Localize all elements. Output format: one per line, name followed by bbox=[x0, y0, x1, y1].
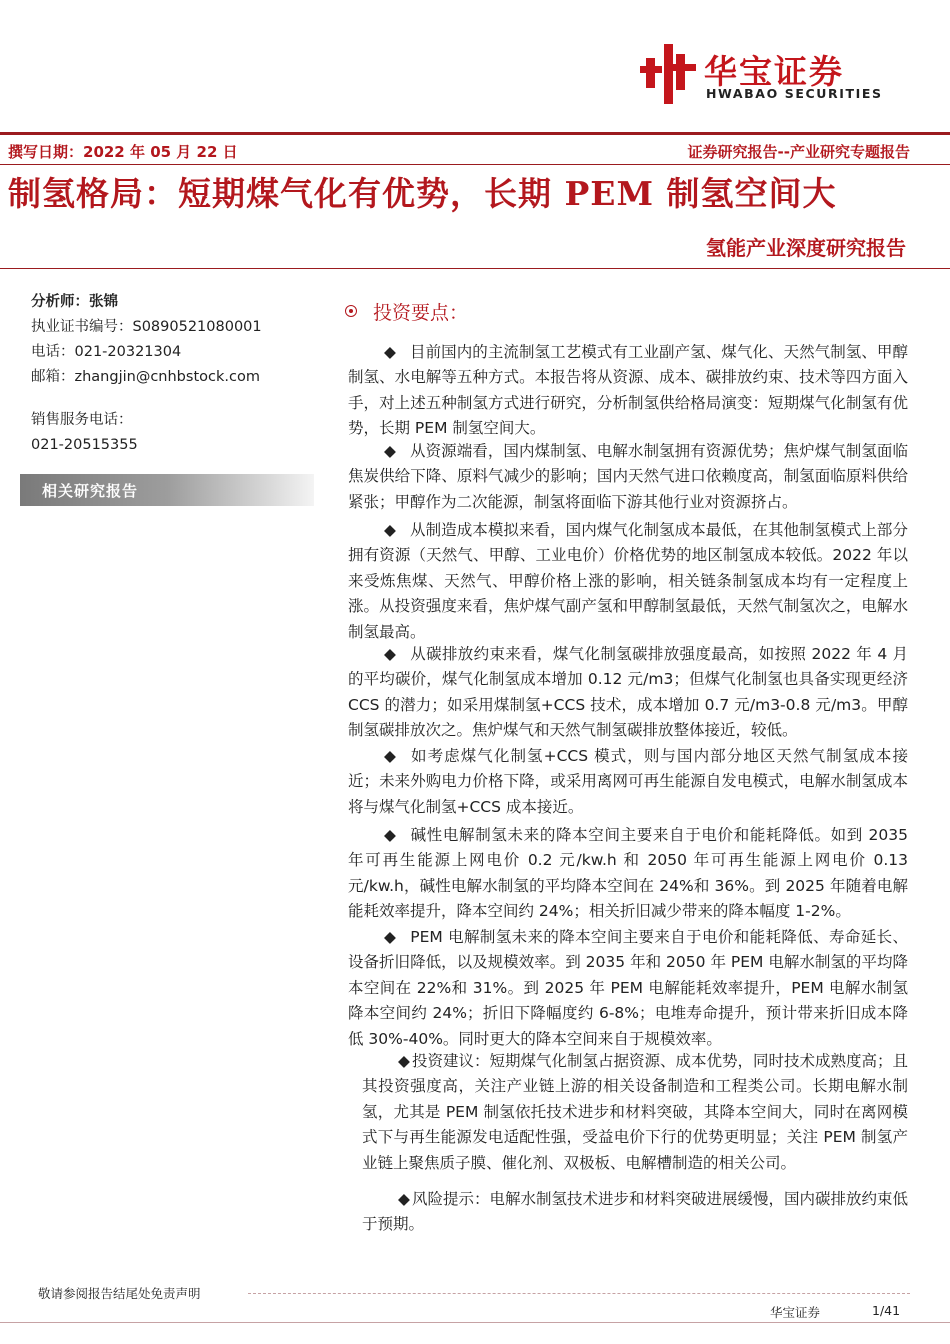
diamond-bullet-icon: ◆ bbox=[384, 928, 397, 946]
highlight-text: 从资源端看，国内煤制氢、电解水制氢拥有资源优势；焦炉煤气制氢面临焦炭供给下降、原料气减少的影响；国内天然气进口依赖度高，制氢面临原料供给紧张；甲醇作为二次能源，制氢将面临下游其他行业对资源挤占。 bbox=[348, 442, 909, 511]
report-title: 制氢格局：短期煤气化有优势，长期 PEM 制氢空间大 bbox=[8, 174, 837, 213]
analyst-name: 分析师：张锦 bbox=[31, 294, 118, 310]
risk-warning bbox=[362, 1187, 908, 1238]
diamond-bullet-icon: ◆ bbox=[384, 521, 396, 539]
report-type: 证券研究报告--产业研究专题报告 bbox=[687, 143, 910, 161]
highlight-paragraph bbox=[348, 340, 908, 442]
title-rule bbox=[0, 268, 950, 269]
investment-highlights-title: 投资要点： bbox=[373, 302, 469, 324]
diamond-bullet-icon: ◆ bbox=[384, 442, 396, 460]
related-reports-bar bbox=[20, 474, 314, 506]
analyst-phone: 电话：021-20321304 bbox=[31, 344, 182, 360]
highlight-paragraph bbox=[348, 439, 908, 515]
analyst-info bbox=[31, 290, 321, 458]
highlight-text: 目前国内的主流制氢工艺模式有工业副产氢、煤气化、天然气制氢、甲醇制氢、水电解等五种方式。本报告将从资源、成本、碳排放约束、技术等四方面入手，对上述五种制氢方式进行研究，分析制氢供给格局演变：短期煤气化制氢有优势，长期 PEM 制氢空间大。 bbox=[348, 343, 909, 438]
header-rule-top bbox=[0, 132, 950, 135]
logo-english-name: HWABAO SECURITIES bbox=[706, 86, 883, 101]
hwabao-logo-icon bbox=[640, 44, 696, 104]
highlight-text: 从制造成本模拟来看，国内煤气化制氢成本最低，在其他制氢模式上部分拥有资源（天然气、甲醇、工业电价）价格优势的地区制氢成本较低。2022 年以来受炼焦煤、天然气、甲醇价格上涨的影响，相关链条制氢成本均有一定程度上涨。从投资强度来看，焦炉煤气副产氢和甲醇制氢最低，天然气制氢次之，电解水制氢最高。 bbox=[348, 521, 909, 641]
analyst-cert: 执业证书编号：S0890521080001 bbox=[31, 319, 262, 335]
highlight-text: PEM 电解制氢未来的降本空间主要来自于电价和能耗降低、寿命延长、设备折旧降低，以及规模效率。到 2035 年和 2050 年 PEM 电解水制氢的平均降本空间在 22%和 31%。到 2025 年 PEM 电解能耗效率提升，PEM 电解水制氢降本空间约 24%；折旧下降幅度约 6-8%；电堆寿命提升，预计带来折旧成本降低 30%-40%。同时更大的降本空间来自于规模效率。 bbox=[348, 928, 908, 1048]
disclaimer-note: 敬请参阅报告结尾处免责声明 bbox=[38, 1286, 201, 1301]
investment-advice-text: 投资建议：短期煤气化制氢占据资源、成本优势，同时技术成熟度高；且其投资强度高，关注产业链上游的相关设备制造和工程类公司。长期电解水制氢，尤其是 PEM 制氢依托技术进步和材料突破，其降本空间大，同时在离网模式下与再生能源发电适配性强，受益电价下行的优势更明显；关注 PEM 制氢产业链上聚焦质子膜、催化剂、双极板、电解槽制造的相关公司。 bbox=[362, 1052, 909, 1172]
risk-warning-text: 风险提示：电解水制氢技术进步和材料突破进展缓慢，国内碳排放约束低于预期。 bbox=[362, 1190, 909, 1234]
report-subtitle: 氢能产业深度研究报告 bbox=[706, 236, 906, 260]
highlight-paragraph bbox=[348, 642, 908, 744]
diamond-bullet-icon: ◆ bbox=[384, 826, 397, 844]
highlight-text: 从碳排放约束来看，煤气化制氢碳排放强度最高，如按照 2022 年 4 月的平均碳价，煤气化制氢成本增加 0.12 元/m3；但煤气化制氢也具备实现更经济 CCS 的潜力；如采用煤制氢+CCS 技术，成本增加 0.7 元/m3-0.8 元/m3。甲醇制氢碳排放次之。焦炉煤气和天然气制氢碳排放整体接近，较低。 bbox=[348, 645, 908, 740]
diamond-bullet-icon: ◆ bbox=[398, 1052, 410, 1070]
highlight-text: 碱性电解制氢未来的降本空间主要来自于电价和能耗降低。如到 2035 年可再生能源上网电价 0.2 元/kw.h 和 2050 年可再生能源上网电价 0.13 元/kw.h，碱性电解水制氢的平均降本空间在 24%和 36%。到 2025 年随着电解能耗效率提升，降本空间约 24%；相关折旧减少带来的降本幅度 1-2%。 bbox=[348, 826, 908, 921]
header-rule-bottom bbox=[0, 164, 950, 165]
diamond-bullet-icon: ◆ bbox=[384, 747, 397, 765]
footer-dashed-rule bbox=[248, 1293, 910, 1294]
investment-advice bbox=[362, 1049, 908, 1176]
analyst-email[interactable]: 邮箱：zhangjin@cnhbstock.com bbox=[31, 369, 260, 385]
diamond-bullet-icon: ◆ bbox=[384, 645, 397, 663]
target-bullet-icon bbox=[345, 305, 357, 317]
diamond-bullet-icon: ◆ bbox=[384, 343, 396, 361]
report-date: 撰写日期：2022 年 05 月 22 日 bbox=[8, 143, 238, 161]
highlight-paragraph bbox=[348, 925, 908, 1052]
investment-highlights-heading bbox=[345, 298, 468, 325]
diamond-bullet-icon: ◆ bbox=[398, 1190, 410, 1208]
company-logo bbox=[640, 44, 910, 104]
footer-rule bbox=[0, 1322, 950, 1323]
sales-phone: 021-20515355 bbox=[31, 437, 138, 453]
highlight-paragraph bbox=[348, 744, 908, 820]
highlight-paragraph bbox=[348, 823, 908, 925]
page-number: 1/41 bbox=[872, 1303, 901, 1318]
related-reports-label: 相关研究报告 bbox=[42, 482, 139, 500]
highlight-text: 如考虑煤气化制氢+CCS 模式，则与国内部分地区天然气制氢成本接近；未来外购电力价格下降，或采用离网可再生能源自发电模式，电解水制氢成本将与煤气化制氢+CCS 成本接近。 bbox=[348, 747, 908, 816]
footer-brand: 华宝证券 bbox=[770, 1305, 821, 1320]
logo-chinese-name: 华宝证券 bbox=[704, 52, 844, 91]
sales-label: 销售服务电话： bbox=[31, 412, 133, 428]
highlight-paragraph bbox=[348, 518, 908, 645]
